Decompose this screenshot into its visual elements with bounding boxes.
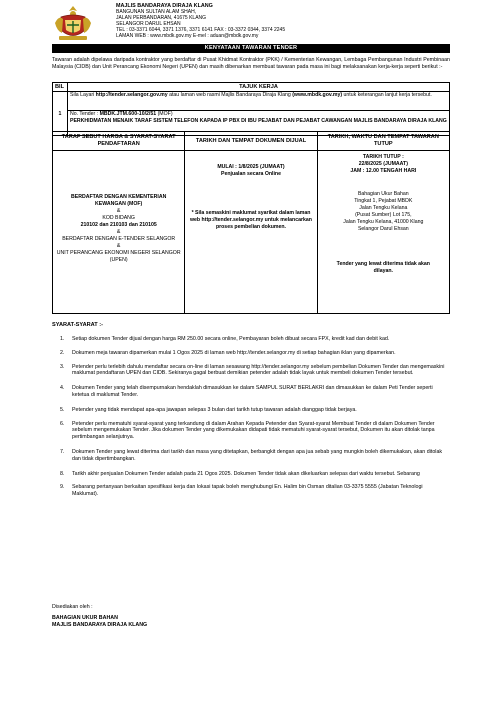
col-tajuk-kerja: TAJUK KERJA: [68, 83, 450, 92]
tender-title: PERKHIDMATAN MENAIK TARAF SISTEM TELEFON KAPADA IP PBX DI IBU PEJABAT DAN PEJABAT CAWANGAN MAJLIS BANDARAYA DIRAJA KLANG: [70, 118, 447, 124]
org-name: MAJLIS BANDARAYA DIRAJA KLANG: [116, 3, 213, 9]
address-line: BANGUNAN SULTAN ALAM SHAH,: [116, 9, 197, 15]
tender-portal-link[interactable]: http://tender.selangor.gov.my: [95, 92, 168, 98]
prepared-by: Disediakan oleh : BAHAGIAN UKUR BAHAN MAJLIS BANDARAYA DIRAJA KLANG: [52, 604, 148, 628]
tender-number: MBDK.JTM.600-10/2/51: [99, 111, 157, 117]
notice-title: KENYATAAN TAWARAN TENDER: [52, 44, 450, 53]
closing-time: JAM : 12.00 TENGAH HARI: [350, 168, 417, 174]
work-title-table: [52, 82, 450, 136]
council-name: MAJLIS BANDARAYA DIRAJA KLANG: [52, 622, 148, 628]
list-item: 6. Petender perlu mematuhi syarat-syarat yang terkandung di dalam Arahan Kepada Petender dan Syarat-syarat Membuat Tender di dalam Dokumen Tender sebelum mengemukakan Tender. Jika dokumen Tender yang dikemukakan didapati tidak mematuhi syarat-syarat tersebut, Dokumen itu akan ditolak tanpa pertimbangan selanjutnya.: [60, 420, 435, 441]
list-item: 5. Petender yang tidak mendapat apa-apa jawapan selepas 3 bulan dari tarikh tutup tawaran adalah dianggap tidak berjaya.: [60, 406, 357, 413]
department-name: BAHAGIAN UKUR BAHAN: [52, 615, 118, 621]
list-item: 8. Tarikh akhir penjualan Dokumen Tender adalah pada 21 Ogos 2025. Dokumen Tender tidak akan dikeluarkan selepas dari waktu tersebut. Sebarang: [60, 470, 420, 477]
col-tarikh-tutup: TARIKH, WAKTU DAN TEMPAT TAWARAN TUTUP: [317, 132, 449, 151]
address-line: JALAN PERBANDARAN, 41675 KLANG: [116, 15, 207, 21]
closing-cell: TARIKH TUTUP : 22/8/2025 (JUMAAT) JAM : 12.00 TENGAH HARI Bahagian Ukur Bahan Tingkat 1, Pejabat MBDK Jalan Tengku Kelana (Pusat Sumber) Lot 175, Jalan Tengku Kelana, 41000 Klang Selangor Darul Ehsan Tender yang lewat diterima tidak akan dilayan.: [317, 151, 449, 314]
late-tender-note: Tender yang lewat diterima tidak akan dilayan.: [336, 261, 430, 274]
col-bil: BIL: [53, 83, 68, 92]
list-item: 9. Sebarang pertanyaan berkaitan spesifikasi kerja dan lokasi tapak boleh menghubungi En. Halim bin Osman ditalian 03-3375 5555 (Jabatan Teknologi Maklumat).: [60, 484, 423, 498]
address-line: SELANGOR DARUL EHSAN: [116, 21, 181, 27]
info-text: Sila Layari http://tender.selangor.gov.my atau laman web rasmi Majlis Bandaraya Diraja Klang (www.mbdk.gov.my) untuk keterangan lanjut kerja tersebut.: [68, 92, 450, 111]
tender-details: No. Tender : MBDK.JTM.600-10/2/51 (MOF) PERKHIDMATAN MENAIK TARAF SISTEM TELEFON KAPADA IP PBX DI IBU PEJABAT DAN PEJABAT CAWANGAN MAJLIS BANDARAYA DIRAJA KLANG: [68, 111, 450, 136]
closing-date: 22/8/2025 (JUMAAT): [358, 161, 408, 167]
list-item: 3. Petender perlu terlebih dahulu mendaftar secara on-line di laman sesawang http://tender.selangor.my sebelum pembelian Dokumen Tender dan mengemaskini maklumat pendaftaran UPEN dan CIDB. Sekiranya gagal berbuat demikian petender adalah tidak layak untuk membeli dokumen Tender tersebut.: [60, 363, 445, 377]
contact-line: TEL : 03-3371 6044, 3371 1376, 3371 6141 FAX : 03-3372 0344, 3374 2245: [116, 27, 286, 33]
kod-bidang-value: 210102 dan 210103 dan 210105: [80, 222, 157, 228]
registration-cell: BERDAFTAR DENGAN KEMENTERIAN KEWANGAN (MOF) & KOD BIDANG 210102 dan 210103 dan 210105 & BERDAFTAR DENGAN E-TENDER SELANGOR & UNIT PERANCANG EKONOMI NEGERI SELANGOR (UPEN): [53, 151, 185, 314]
conditions-list: [52, 336, 450, 498]
intro-paragraph: Tawaran adalah dipelawa daripada kontraktor yang berdaftar di Pusat Khidmat Kontraktor (PKK) / Kementerian Kewangan, Lembaga Pembangunan Industri Pembinaan Malaysia (CIDB) dan Unit Perancang Ekonomi Negeri (UPEN) dan masih dibenarkan membuat tawaran pada masa ini bagi melaksanakan kerja-kerja seperti berikut :-: [52, 57, 450, 71]
mbdk-crest-icon: [53, 3, 93, 43]
web-line: LAMAN WEB : www.mbdk.gov.my E-mel : aduan@mbdk.gov.my: [116, 33, 259, 39]
col-tarikh-jual: TARIKH DAN TEMPAT DOKUMEN DIJUAL: [185, 132, 317, 151]
list-item: 1. Setiap dokumen Tender dijual dengan harga RM 250.00 secara online, Pembayaran boleh dibuat secara FPX, kredit kad dan debit kad.: [60, 336, 390, 342]
list-item: 7. Dokumen Tender yang lewat diterima dari tarikh dan masa yang ditetapkan, berbangkit dengan apa jua sebab yang mungkin boleh dikemukakan, akan ditolak dan tidak dipertimbangkan.: [60, 448, 443, 462]
sale-date-cell: MULAI : 1/8/2025 (JUMAAT) Penjualan secara Online * Sila semaskini maklumat syarikat dalam laman web http://tender.selangor.my untuk melancarkan proses pembelian dokumen.: [185, 151, 317, 314]
mbdk-website-link[interactable]: (www.mbdk.gov.my): [292, 92, 343, 98]
update-note: * Sila semaskini maklumat syarikat dalam laman web http://tender.selangor.my untuk melancarkan proses pembelian dokumen.: [190, 210, 312, 230]
col-taraf: TARAF SEBUT HARGA & SYARAT-SYARAT PENDAFTARAN: [53, 132, 185, 151]
letterhead: [116, 3, 476, 39]
conditions-heading: SYARAT-SYARAT :-: [52, 322, 103, 328]
list-item: 4. Dokumen Tender yang telah disempurnakan hendaklah dimasukkan ke dalam SAMPUL SURAT BERLAKRI dan dimasukkan ke dalam Peti Tender seperti ketetua di maklumat Tender.: [60, 385, 433, 398]
list-item: 2. Dokumen meja tawaran dipamerkan mulai 1 Ogos 2025 di laman web http://tender.selangor.my di setiap bahagian iklan yang dipamerkan.: [60, 349, 396, 356]
row-number: 1: [53, 92, 68, 136]
sale-start-date: MULAI : 1/8/2025 (JUMAAT): [217, 164, 285, 170]
tender-conditions-table: [52, 131, 450, 314]
